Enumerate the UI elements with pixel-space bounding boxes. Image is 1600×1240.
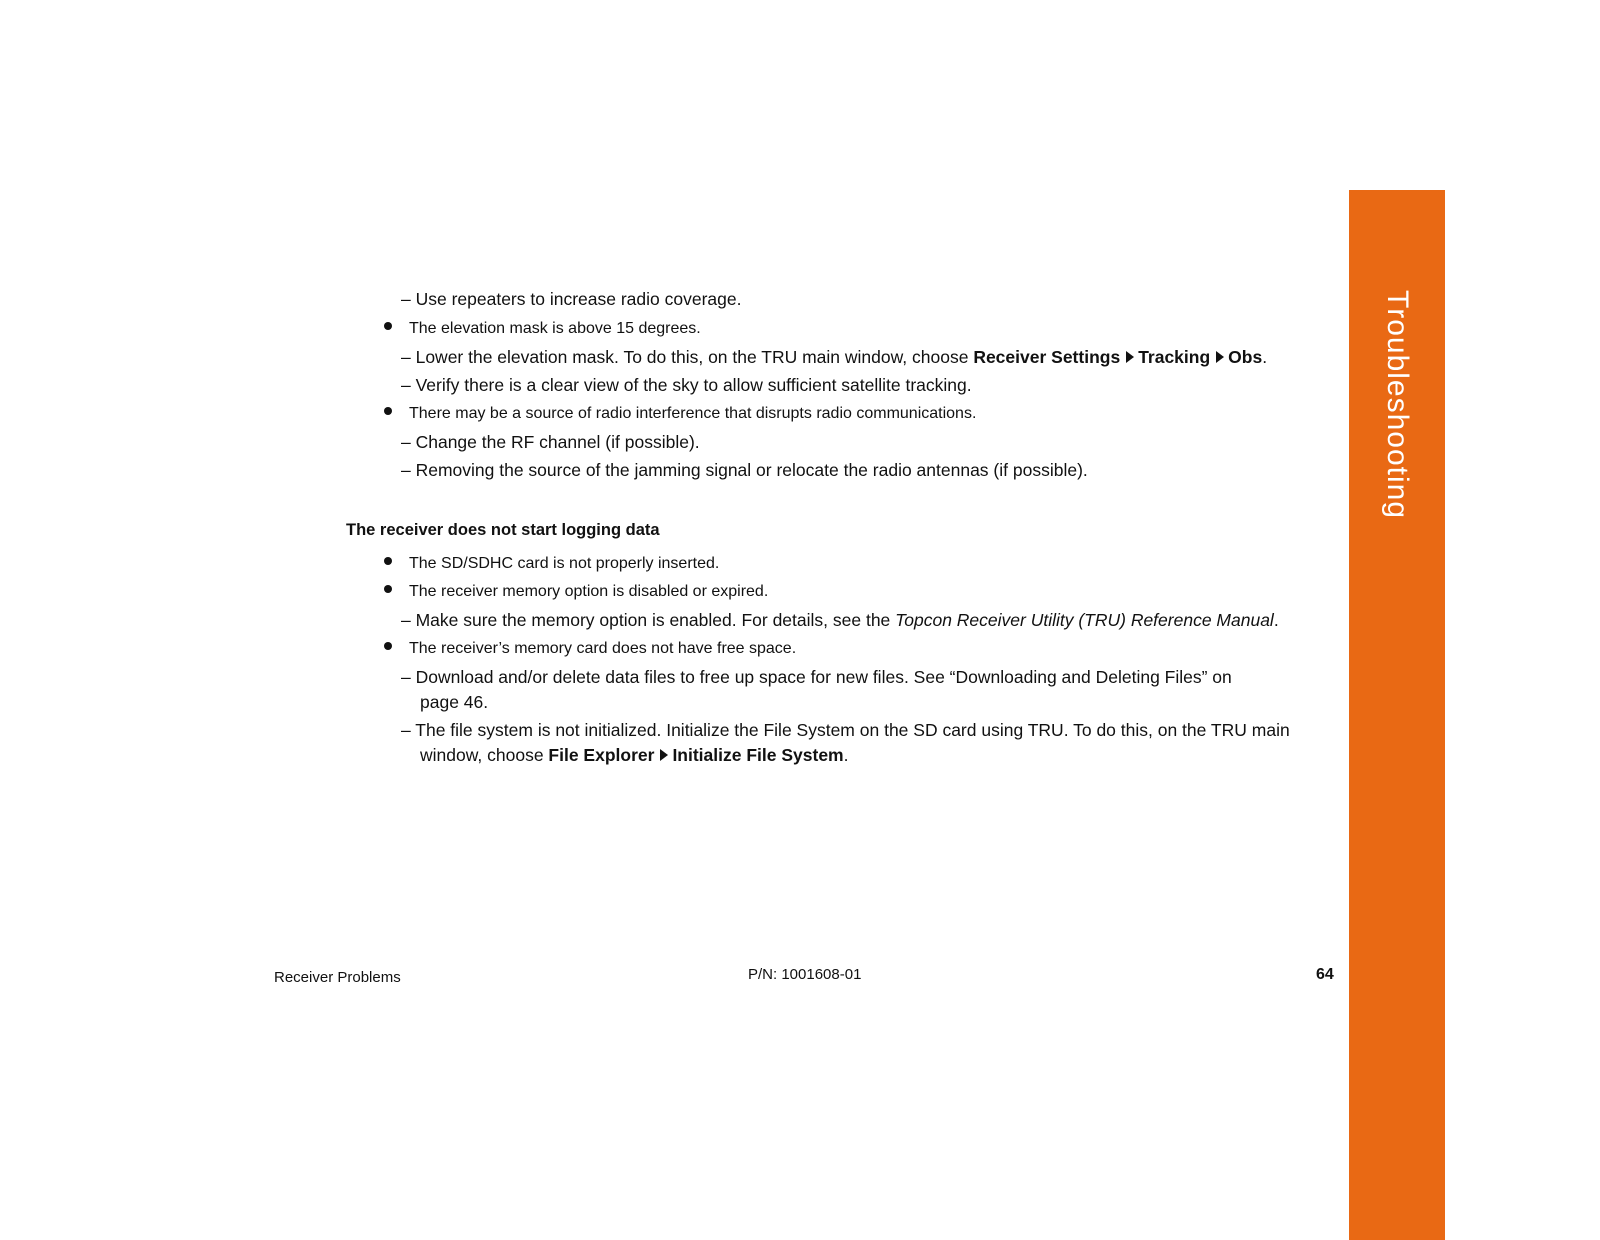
text-make-sure-prefix: – Make sure the memory option is enabled. For details, see the — [401, 610, 896, 630]
manual-title: Topcon Receiver Utility (TRU) Reference Manual — [895, 610, 1274, 630]
period: . — [843, 745, 849, 765]
text-free-space: The receiver’s memory card does not have free space. — [409, 640, 797, 657]
menu-obs: Obs — [1228, 347, 1263, 367]
text-make-sure — [401, 609, 1279, 631]
text-filesystem-line2 — [420, 744, 848, 766]
menu-tracking: Tracking — [1138, 347, 1211, 367]
menu-receiver-settings: Receiver Settings — [973, 347, 1121, 367]
text-filesystem-line1: – The file system is not initialized. Initialize the File System on the SD card using TRU. To do this, on the TRU main — [401, 720, 1290, 740]
menu-arrow-icon — [660, 749, 668, 761]
bullet-dot — [384, 585, 392, 593]
text-memory-option: The receiver memory option is disabled or expired. — [409, 583, 769, 600]
text-lower-elevation — [401, 346, 1267, 368]
menu-initialize-file-system: Initialize File System — [672, 745, 844, 765]
period: . — [1273, 610, 1279, 630]
text-download-line2: page 46. — [420, 692, 489, 712]
footer-page-number: 64 — [1316, 966, 1334, 983]
text-elevation-mask: The elevation mask is above 15 degrees. — [409, 320, 701, 337]
text-filesystem-prefix: window, choose — [420, 745, 549, 765]
bullet-dot — [384, 642, 392, 650]
text-sd-card: The SD/SDHC card is not properly inserted. — [409, 555, 720, 572]
text-use-repeaters: – Use repeaters to increase radio coverage. — [401, 289, 742, 309]
bullet-dot — [384, 557, 392, 565]
text-download-line1: – Download and/or delete data files to free up space for new files. See “Downloading and Deleting Files” on — [401, 667, 1232, 687]
text-change-rf: – Change the RF channel (if possible). — [401, 432, 700, 452]
text-remove-source: – Removing the source of the jamming signal or relocate the radio antennas (if possible). — [401, 460, 1088, 480]
footer-part-number: P/N: 1001608-01 — [748, 966, 862, 983]
sidebar-section-title: Troubleshooting — [1381, 290, 1414, 520]
period: . — [1262, 347, 1268, 367]
footer-section: Receiver Problems — [274, 969, 401, 986]
text-radio-interference: There may be a source of radio interference that disrupts radio communications. — [409, 405, 977, 422]
menu-arrow-icon — [1126, 351, 1134, 363]
menu-arrow-icon — [1216, 351, 1224, 363]
sidebar-label — [1349, 290, 1445, 520]
menu-file-explorer: File Explorer — [548, 745, 655, 765]
bullet-dot — [384, 322, 392, 330]
section-heading: The receiver does not start logging data — [346, 521, 660, 539]
text-verify-sky: – Verify there is a clear view of the sky to allow sufficient satellite tracking. — [401, 375, 972, 395]
bullet-dot — [384, 407, 392, 415]
text-lower-elevation-prefix: – Lower the elevation mask. To do this, on the TRU main window, choose — [401, 347, 974, 367]
